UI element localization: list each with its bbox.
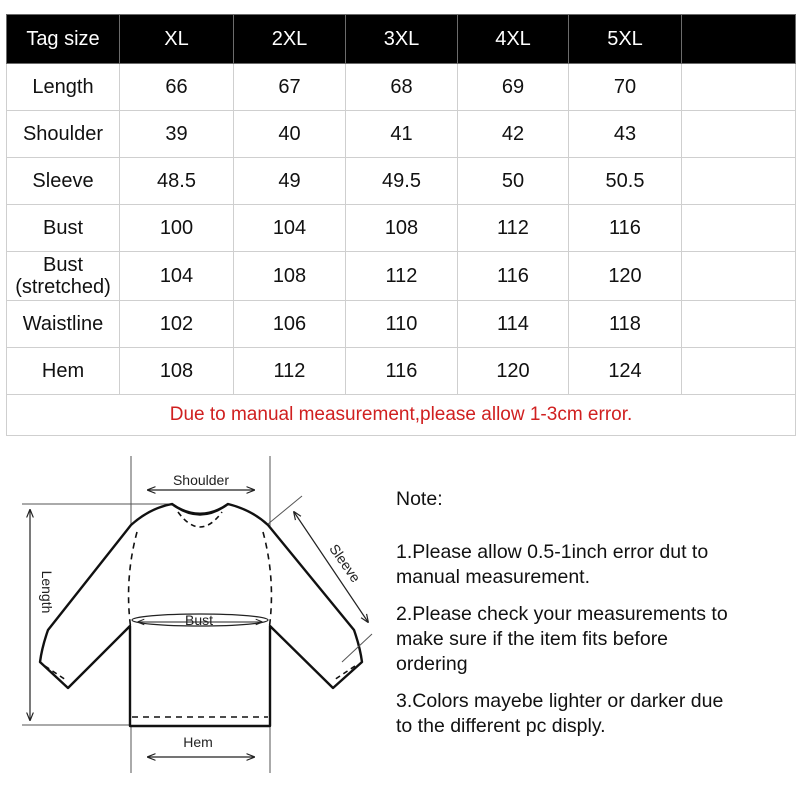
table-cell: 70 (569, 64, 682, 111)
sleeve-label: Sleeve (326, 541, 364, 586)
table-cell: 120 (458, 348, 569, 395)
notes-title: Note: (396, 488, 443, 510)
header-cell: 2XL (234, 15, 346, 64)
table-cell-empty (682, 64, 796, 111)
table-row (7, 348, 796, 395)
size-table (6, 14, 796, 436)
row-label: Length (7, 64, 120, 111)
row-label: Hem (7, 348, 120, 395)
table-cell-empty (682, 205, 796, 252)
header-cell: 5XL (569, 15, 682, 64)
table-cell: 102 (120, 301, 234, 348)
table-cell: 108 (234, 252, 346, 301)
table-cell: 112 (346, 252, 458, 301)
table-cell: 120 (569, 252, 682, 301)
measurement-footnote: Due to manual measurement,please allow 1-3cm error. (7, 395, 796, 436)
bust-label: Bust (184, 612, 214, 628)
table-cell: 104 (234, 205, 346, 252)
table-row (7, 301, 796, 348)
table-cell: 116 (458, 252, 569, 301)
row-label: Waistline (7, 301, 120, 348)
table-cell: 39 (120, 111, 234, 158)
table-cell: 40 (234, 111, 346, 158)
table-cell: 108 (120, 348, 234, 395)
table-cell-empty (682, 111, 796, 158)
table-cell: 66 (120, 64, 234, 111)
row-label: Bust (stretched) (7, 252, 120, 301)
table-row (7, 252, 796, 301)
header-cell: XL (120, 15, 234, 64)
table-cell: 108 (346, 205, 458, 252)
table-cell: 43 (569, 111, 682, 158)
shoulder-label: Shoulder (172, 472, 230, 488)
table-cell: 48.5 (120, 158, 234, 205)
table-row (7, 158, 796, 205)
table-cell: 112 (234, 348, 346, 395)
table-cell-empty (682, 252, 796, 301)
table-row (7, 64, 796, 111)
table-cell: 104 (120, 252, 234, 301)
table-cell: 112 (458, 205, 569, 252)
note-item: 1.Please allow 0.5-1inch error dut to manual measurement. (396, 541, 709, 588)
table-cell: 110 (346, 301, 458, 348)
table-cell: 116 (569, 205, 682, 252)
length-label: Length (39, 570, 55, 614)
notes-section (396, 487, 796, 751)
note-item: 2.Please check your measurements to make sure if the item fits before ordering (396, 603, 728, 675)
note-item: 3.Colors mayebe lighter or darker due to the different pc disply. (396, 690, 724, 737)
table-cell: 67 (234, 64, 346, 111)
sleeve-diagonal-guide (268, 496, 302, 524)
row-label: Sleeve (7, 158, 120, 205)
table-cell-empty (682, 158, 796, 205)
table-cell: 41 (346, 111, 458, 158)
garment-diagram (0, 440, 400, 800)
header-cell: 4XL (458, 15, 569, 64)
header-cell (682, 15, 796, 64)
table-cell: 42 (458, 111, 569, 158)
footnote-row (7, 395, 796, 436)
header-cell: 3XL (346, 15, 458, 64)
table-cell: 124 (569, 348, 682, 395)
table-cell: 114 (458, 301, 569, 348)
table-cell: 50.5 (569, 158, 682, 205)
table-cell: 49.5 (346, 158, 458, 205)
table-cell-empty (682, 348, 796, 395)
table-cell: 68 (346, 64, 458, 111)
table-cell: 69 (458, 64, 569, 111)
table-cell: 118 (569, 301, 682, 348)
table-cell: 100 (120, 205, 234, 252)
sweater-measurement-illustration (0, 440, 400, 800)
table-cell: 116 (346, 348, 458, 395)
table-cell: 106 (234, 301, 346, 348)
table-cell: 50 (458, 158, 569, 205)
table-header-row (7, 15, 796, 64)
row-label: Bust (7, 205, 120, 252)
row-label: Shoulder (7, 111, 120, 158)
table-row (7, 111, 796, 158)
table-cell-empty (682, 301, 796, 348)
hem-label: Hem (183, 734, 213, 750)
table-row (7, 205, 796, 252)
header-cell: Tag size (7, 15, 120, 64)
table-cell: 49 (234, 158, 346, 205)
